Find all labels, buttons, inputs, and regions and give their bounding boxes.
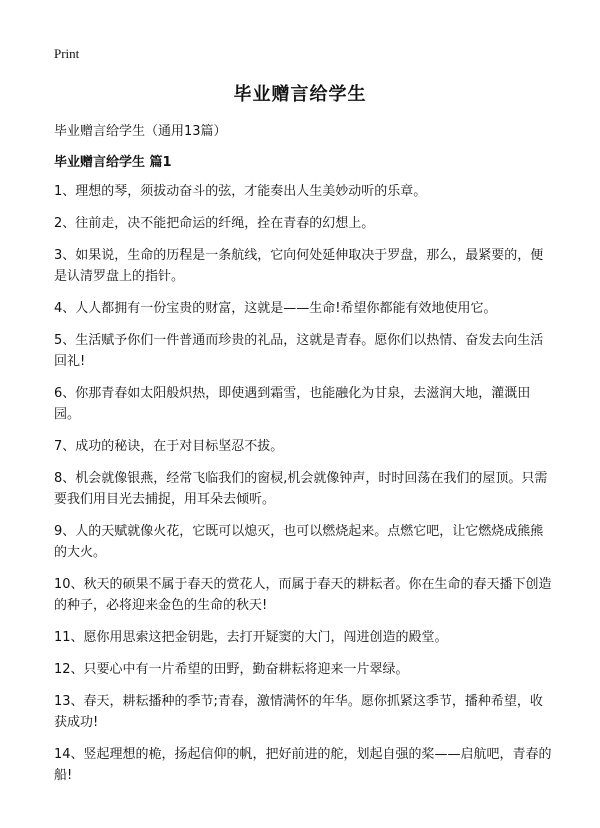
list-item: 14、竖起理想的桅，扬起信仰的帆，把好前进的舵，划起自强的桨——启航吧，青春的船! [54,747,552,783]
list-item: 12、只要心中有一片希望的田野，勤奋耕耘将迎来一片翠绿。 [54,662,409,677]
list-item: 10、秋天的硕果不属于春天的赏花人，而属于春天的耕耘者。你在生命的春天播下创造的种子，必将迎来金色的生命的秋天! [54,577,552,613]
list-item: 13、春天，耕耘播种的季节;青春，激情满怀的年华。愿你抓紧这季节，播种希望，收获成功! [54,694,543,730]
list-item: 4、人人都拥有一份宝贵的财富，这就是——生命!希望你都能有效地使用它。 [54,301,497,316]
list-item: 1、理想的琴，须拔动奋斗的弦，才能奏出人生美妙动听的乐章。 [54,184,427,199]
list-item: 5、生活赋予你们一件普通而珍贵的礼品，这就是青春。愿你们以热情、奋发去向生活回礼! [54,333,544,369]
message-list [54,181,554,797]
section-heading: 毕业赠言给学生 篇1 [54,155,172,170]
document-subtitle: 毕业赠言给学生（通用13篇） [54,124,227,139]
list-item: 2、往前走，决不能把命运的纤绳，拴在青春的幻想上。 [54,216,375,231]
list-item: 6、你那青春如太阳般炽热，即使遇到霜雪，也能融化为甘泉，去滋润大地，灌溉田园。 [54,386,531,422]
page-title: 毕业赠言给学生 [233,84,367,105]
print-link[interactable]: Print [54,46,80,61]
list-item: 3、如果说，生命的历程是一条航线，它向何处延伸取决于罗盘，那么，最紧要的，便是认清罗盘上的指针。 [54,248,544,284]
list-item: 7、成功的秘诀，在于对目标坚忍不拔。 [54,439,284,454]
list-item: 9、人的天赋就像火花，它既可以熄灭，也可以燃烧起来。点燃它吧，让它燃烧成熊熊的大火。 [54,524,544,560]
list-item: 11、愿你用思索这把金钥匙，去打开疑窦的大门，闯进创造的殿堂。 [54,630,448,645]
list-item: 8、机会就像银燕，经常飞临我们的窗棂,机会就像钟声，时时回荡在我们的屋顶。只需要我们用目光去捕捉，用耳朵去倾听。 [54,471,548,507]
